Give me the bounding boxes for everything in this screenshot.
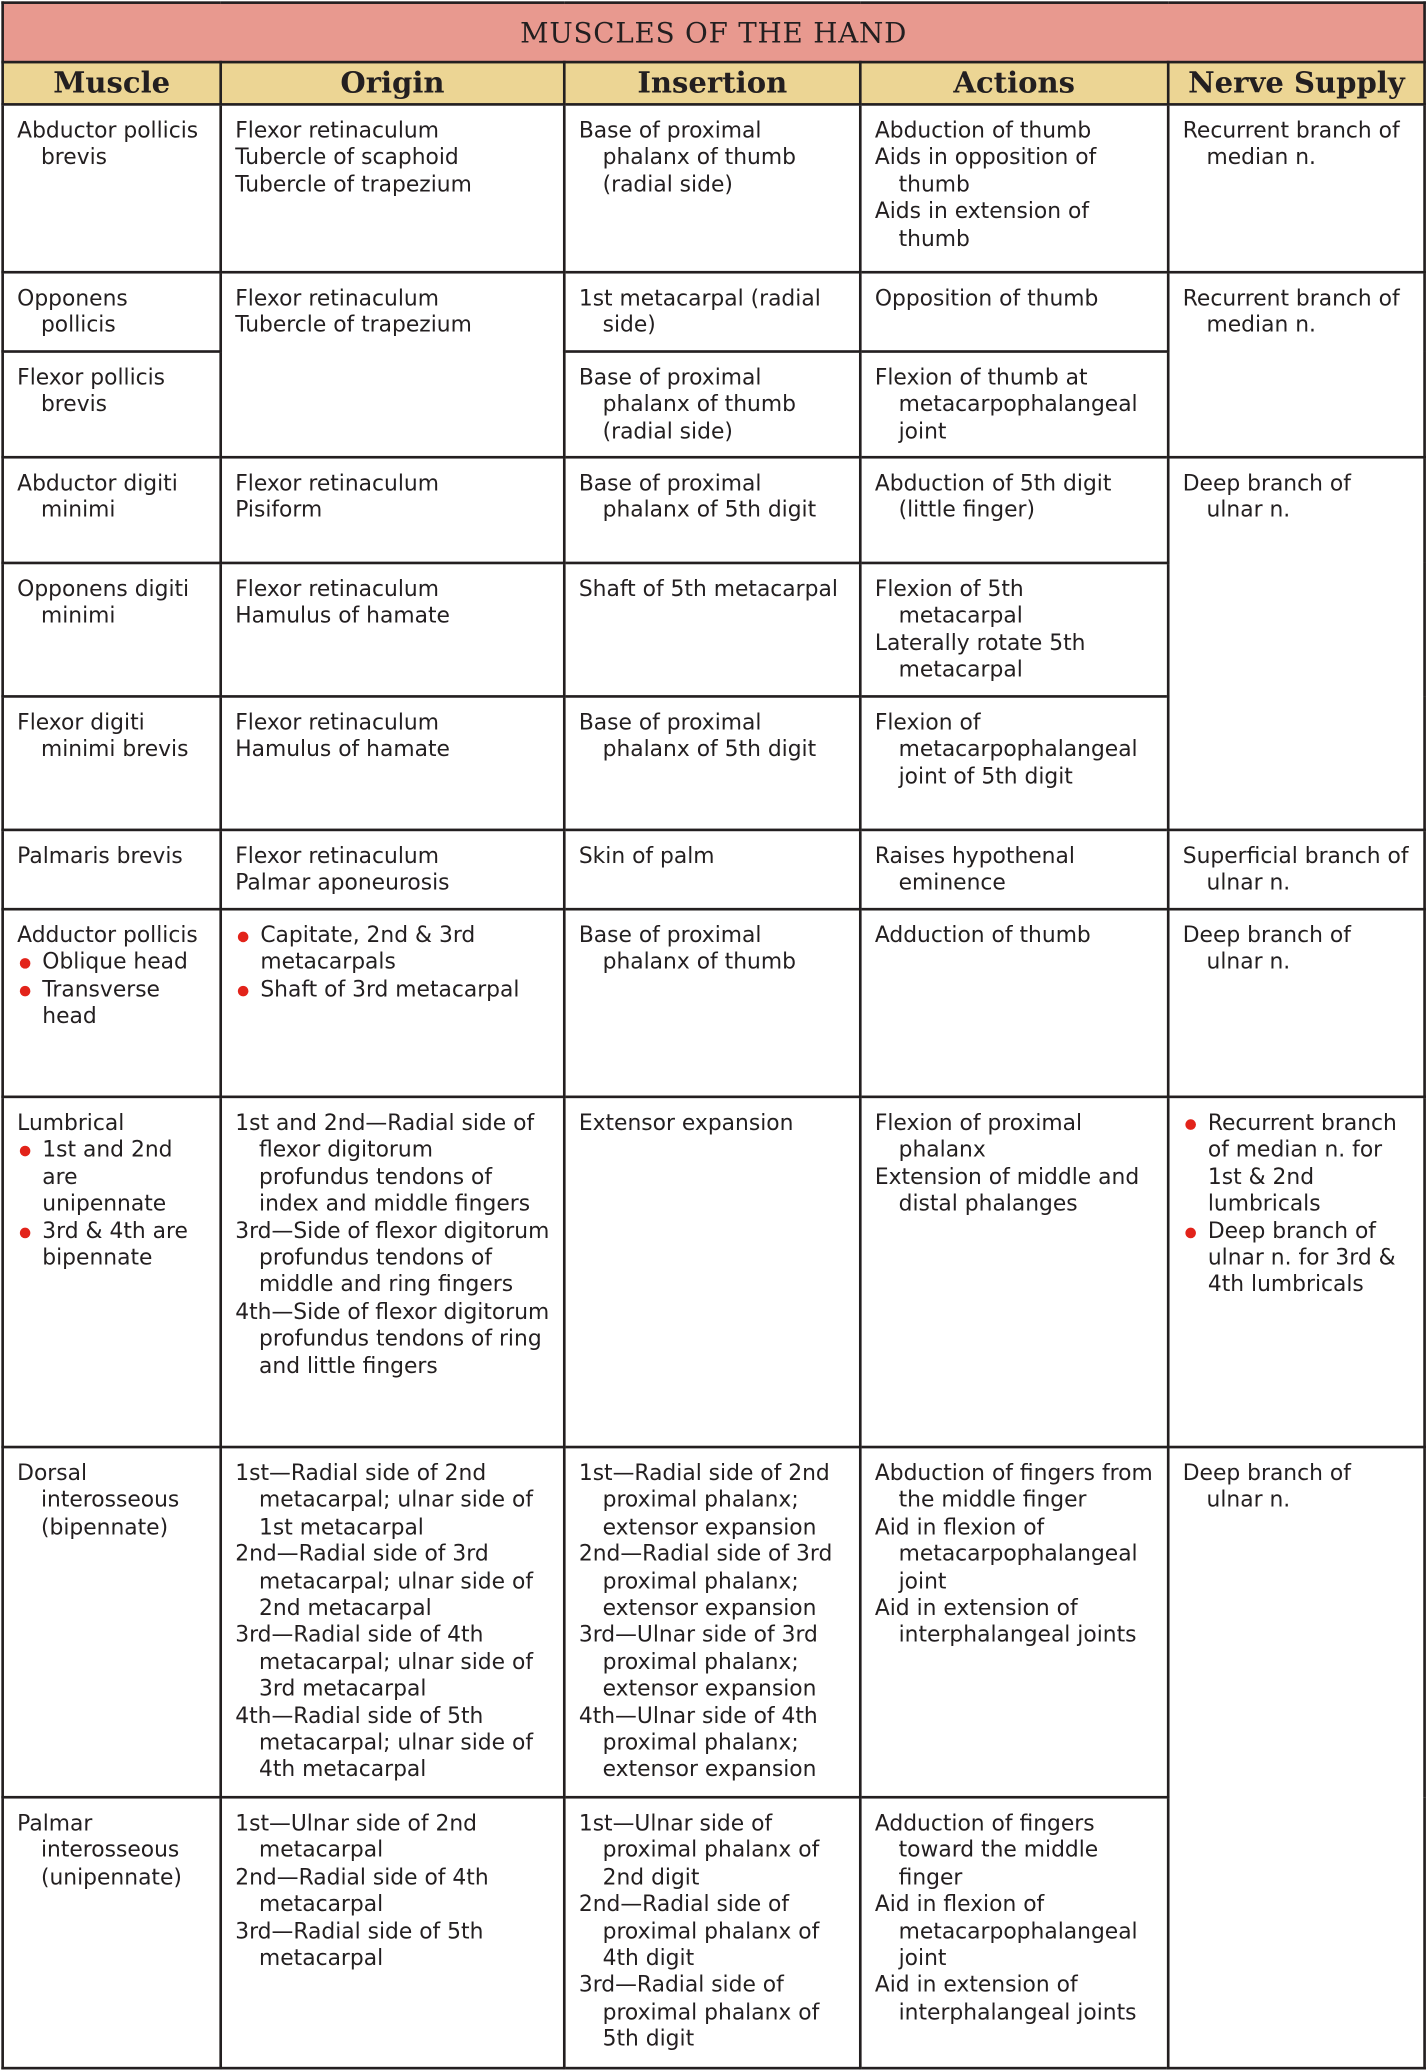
- cell-text: Abductor digiti minimi: [17, 470, 178, 523]
- cell-text: Deep branch of ulnar n.: [1182, 1460, 1351, 1513]
- nerve-supply-cell: [1168, 909, 1424, 1097]
- cell-text: Flexor retinaculum: [235, 285, 439, 311]
- cell-text: Transverse head: [42, 976, 160, 1029]
- cell-text: Base of proximal phalanx of 5th digit: [578, 709, 817, 762]
- actions-cell: [860, 457, 1168, 563]
- muscle-cell: [3, 1797, 221, 2068]
- muscle-cell: [3, 457, 221, 563]
- cell-text: Recurrent branch of median n.: [1182, 285, 1400, 338]
- nerve-supply-cell: [1168, 1447, 1424, 2068]
- cell-text: Aid in flexion of metacarpophalangeal joint: [874, 1891, 1138, 1971]
- cell-text: Shaft of 5th metacarpal: [578, 576, 838, 602]
- cell-text: Tubercle of scaphoid: [235, 144, 459, 170]
- cell-text: Flexor retinaculum: [235, 470, 439, 496]
- cell-text: Opposition of thumb: [874, 285, 1099, 311]
- actions-cell: [860, 563, 1168, 696]
- insertion-cell: [564, 563, 860, 696]
- cell-text: Abduction of 5th digit (little finger): [874, 470, 1112, 523]
- cell-text: Extension of middle and distal phalanges: [874, 1163, 1140, 1217]
- header-muscle: Muscle: [3, 62, 221, 104]
- cell-text: Laterally rotate 5th metacarpal: [874, 630, 1086, 683]
- table-row: [3, 909, 1425, 1097]
- actions-cell: [860, 696, 1168, 829]
- cell-text: Aid in extension of interphalangeal joints: [874, 1595, 1137, 1648]
- nerve-supply-cell: [1168, 1097, 1424, 1447]
- cell-text: 1st metacarpal (radial side): [578, 285, 821, 338]
- insertion-cell: [564, 909, 860, 1097]
- origin-cell: [221, 1097, 565, 1447]
- origin-cell: [221, 830, 565, 909]
- insertion-cell: [564, 1797, 860, 2068]
- actions-cell: [860, 272, 1168, 351]
- cell-text: Capitate, 2nd & 3rd metacarpals: [260, 922, 476, 975]
- actions-cell: [860, 352, 1168, 458]
- insertion-cell: [564, 457, 860, 563]
- bullet-item: [17, 976, 209, 1030]
- cell-text: Tubercle of trapezium: [235, 171, 472, 197]
- muscle-cell: [3, 104, 221, 272]
- cell-text: Flexion of thumb at metacarpophalangeal joint: [874, 364, 1138, 444]
- origin-cell: [221, 457, 565, 563]
- cell-text: Base of proximal phalanx of 5th digit: [578, 470, 817, 523]
- table-row: [3, 1097, 1425, 1447]
- cell-text: Flexor digiti minimi brevis: [17, 709, 189, 762]
- header-nerve-supply: Nerve Supply: [1168, 62, 1424, 104]
- muscle-cell: [3, 1447, 221, 1797]
- origin-cell: [221, 272, 565, 457]
- cell-text: Hamulus of hamate: [235, 736, 450, 762]
- insertion-cell: [564, 1447, 860, 1797]
- cell-text: Abduction of fingers from the middle finger: [874, 1460, 1153, 1513]
- nerve-supply-cell: [1168, 830, 1424, 909]
- muscle-cell: [3, 1097, 221, 1447]
- cell-text: 2nd—Radial side of proximal phalanx of 4th digit: [578, 1891, 820, 1971]
- cell-text: Recurrent branch of median n. for 1st & 2nd lumbricals: [1207, 1110, 1397, 1217]
- cell-text: Base of proximal phalanx of thumb (radial side): [578, 364, 796, 444]
- header-row: [3, 62, 1425, 104]
- cell-text: 3rd—Side of flexor digitorum profundus tendons of middle and ring fingers: [235, 1217, 550, 1297]
- cell-text: Opponens digiti minimi: [17, 576, 190, 629]
- bullet-item: [1183, 1110, 1413, 1218]
- cell-text: Flexion of 5th metacarpal: [874, 576, 1024, 629]
- cell-text: 1st—Radial side of 2nd proximal phalanx; extensor expansion: [578, 1460, 830, 1540]
- table-row: [3, 1447, 1425, 1797]
- cell-text: Base of proximal phalanx of thumb: [578, 922, 796, 975]
- cell-text: 1st and 2nd are unipennate: [42, 1137, 173, 1217]
- cell-text: Skin of palm: [578, 843, 715, 869]
- cell-text: Flexor pollicis brevis: [17, 364, 166, 417]
- table-title: MUSCLES OF THE HAND: [3, 3, 1425, 62]
- cell-text: 2nd—Radial side of 3rd proximal phalanx; extensor expansion: [578, 1541, 833, 1621]
- insertion-cell: [564, 830, 860, 909]
- cell-text: Adduction of thumb: [874, 922, 1091, 948]
- muscle-cell: [3, 696, 221, 829]
- actions-cell: [860, 104, 1168, 272]
- cell-text: Palmaris brevis: [17, 843, 183, 869]
- cell-text: Palmar aponeurosis: [235, 870, 450, 896]
- cell-text: 4th—Radial side of 5th metacarpal; ulnar side of 4th metacarpal: [235, 1702, 534, 1783]
- actions-cell: [860, 1447, 1168, 1797]
- cell-text: Aids in opposition of thumb: [874, 144, 1097, 197]
- cell-text: 3rd—Radial side of proximal phalanx of 5th digit: [578, 1972, 820, 2052]
- cell-text: Flexor retinaculum: [235, 576, 439, 602]
- cell-text: Aid in extension of interphalangeal joints: [874, 1972, 1137, 2025]
- bullet-item: [235, 976, 552, 1003]
- nerve-supply-cell: [1168, 104, 1424, 272]
- origin-cell: [221, 1797, 565, 2068]
- cell-text: Recurrent branch of median n.: [1182, 117, 1400, 170]
- cell-text: 1st—Ulnar side of 2nd metacarpal: [235, 1810, 477, 1863]
- cell-text: 2nd—Radial side of 4th metacarpal: [235, 1864, 489, 1917]
- cell-text: Deep branch of ulnar n. for 3rd & 4th lumbricals: [1207, 1217, 1396, 1297]
- cell-text: 3rd—Radial side of 5th metacarpal: [235, 1918, 484, 1971]
- bullet-item: [235, 922, 552, 976]
- cell-text: 3rd—Radial side of 4th metacarpal; ulnar side of 3rd metacarpal: [235, 1622, 534, 1702]
- cell-text: Deep branch of ulnar n.: [1182, 922, 1351, 975]
- header-actions: Actions: [860, 62, 1168, 104]
- cell-text: Superficial branch of ulnar n.: [1182, 843, 1409, 896]
- muscle-cell: [3, 272, 221, 351]
- cell-text: 2nd—Radial side of 3rd metacarpal; ulnar side of 2nd metacarpal: [235, 1541, 534, 1621]
- cell-text: 1st and 2nd—Radial side of flexor digitorum profundus tendons of index and middle fingers: [235, 1110, 535, 1217]
- cell-text: Lumbrical: [17, 1110, 125, 1136]
- cell-text: Abduction of thumb: [874, 117, 1092, 143]
- cell-text: Opponens pollicis: [17, 285, 128, 338]
- title-row: [3, 3, 1425, 62]
- cell-text: Aids in extension of thumb: [874, 198, 1089, 251]
- origin-cell: [221, 1447, 565, 1797]
- cell-text: 1st—Radial side of 2nd metacarpal; ulnar side of 1st metacarpal: [235, 1460, 534, 1540]
- header-origin: Origin: [221, 62, 565, 104]
- cell-text: Hamulus of hamate: [235, 603, 450, 629]
- actions-cell: [860, 830, 1168, 909]
- cell-text: Flexor retinaculum: [235, 117, 439, 143]
- cell-text: Palmar interosseous (unipennate): [17, 1810, 182, 1890]
- muscle-cell: [3, 563, 221, 696]
- cell-text: Extensor expansion: [578, 1110, 794, 1136]
- cell-text: 4th—Ulnar side of 4th proximal phalanx; extensor expansion: [578, 1702, 818, 1783]
- cell-text: Flexor retinaculum: [235, 843, 439, 869]
- muscle-cell: [3, 909, 221, 1097]
- cell-text: Base of proximal phalanx of thumb (radial side): [578, 117, 796, 197]
- muscle-cell: [3, 352, 221, 458]
- insertion-cell: [564, 1097, 860, 1447]
- cell-text: Oblique head: [42, 949, 188, 975]
- cell-text: 3rd & 4th are bipennate: [42, 1217, 188, 1271]
- bullet-item: [17, 949, 209, 976]
- insertion-cell: [564, 352, 860, 458]
- insertion-cell: [564, 104, 860, 272]
- cell-text: Tubercle of trapezium: [235, 312, 472, 338]
- actions-cell: [860, 1797, 1168, 2068]
- origin-cell: [221, 563, 565, 696]
- actions-cell: [860, 1097, 1168, 1447]
- cell-text: Abductor pollicis brevis: [17, 117, 199, 170]
- origin-cell: [221, 104, 565, 272]
- actions-cell: [860, 909, 1168, 1097]
- cell-text: Pisiform: [235, 497, 323, 523]
- insertion-cell: [564, 696, 860, 829]
- bullet-item: [17, 1218, 209, 1272]
- cell-text: Deep branch of ulnar n.: [1182, 470, 1351, 523]
- cell-text: Adduction of fingers toward the middle finger: [874, 1810, 1099, 1890]
- header-insertion: Insertion: [564, 62, 860, 104]
- muscles-table: [1, 1, 1426, 2069]
- origin-cell: [221, 909, 565, 1097]
- cell-text: 3rd—Ulnar side of 3rd proximal phalanx; extensor expansion: [578, 1622, 818, 1702]
- table-row: [3, 104, 1425, 272]
- cell-text: Adductor pollicis: [17, 922, 198, 948]
- nerve-supply-cell: [1168, 272, 1424, 457]
- insertion-cell: [564, 272, 860, 351]
- cell-text: 1st—Ulnar side of proximal phalanx of 2nd digit: [578, 1810, 820, 1890]
- table-row: [3, 457, 1425, 563]
- bullet-item: [1183, 1218, 1413, 1299]
- nerve-supply-cell: [1168, 457, 1424, 830]
- cell-text: Flexion of proximal phalanx: [874, 1110, 1083, 1163]
- cell-text: Flexor retinaculum: [235, 709, 439, 735]
- muscle-cell: [3, 830, 221, 909]
- cell-text: Raises hypothenal eminence: [874, 843, 1075, 896]
- cell-text: 4th—Side of flexor digitorum profundus tendons of ring and little fingers: [235, 1298, 550, 1378]
- cell-text: Aid in flexion of metacarpophalangeal joint: [874, 1514, 1138, 1594]
- cell-text: Dorsal interosseous (bipennate): [17, 1460, 180, 1540]
- origin-cell: [221, 696, 565, 829]
- table-row: [3, 272, 1425, 351]
- cell-text: Shaft of 3rd metacarpal: [260, 976, 520, 1002]
- cell-text: Flexion of metacarpophalangeal joint of 5th digit: [874, 709, 1138, 789]
- bullet-item: [17, 1137, 209, 1218]
- table-row: [3, 830, 1425, 909]
